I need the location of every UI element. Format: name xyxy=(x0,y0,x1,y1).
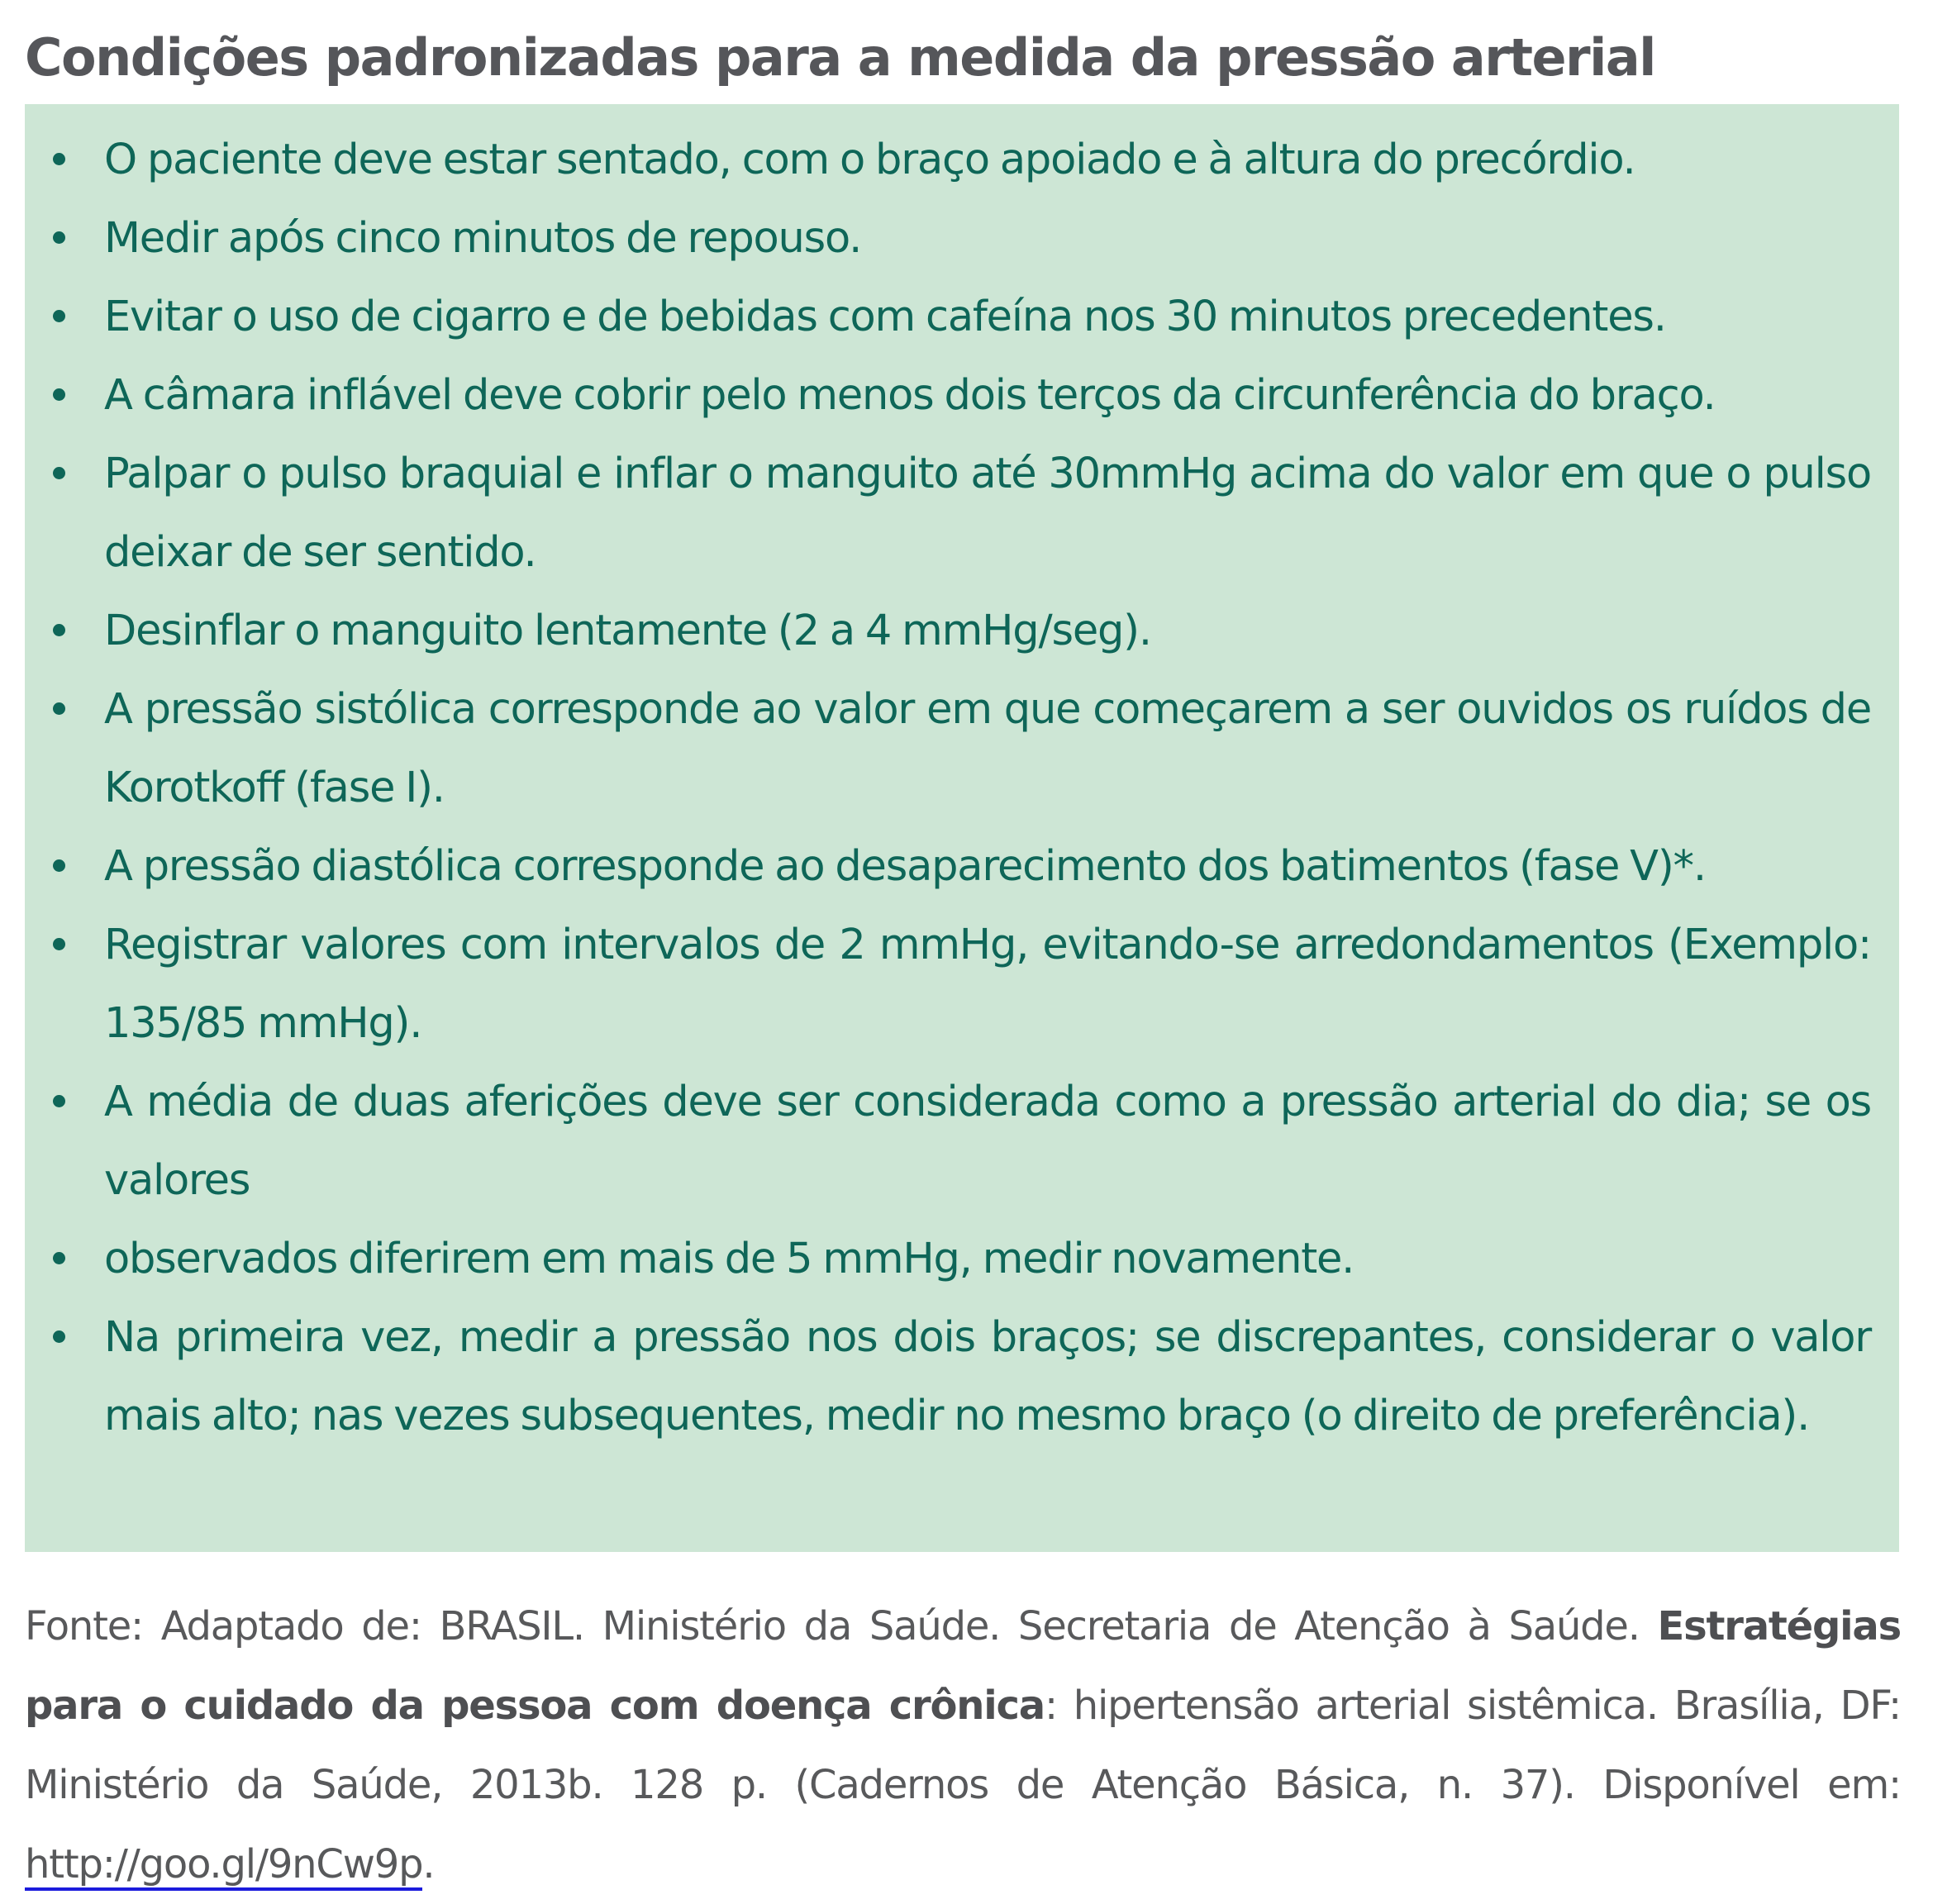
list-item-text: Medir após cinco minutos de repouso. xyxy=(104,214,862,263)
list-item-text: observados diferirem em mais de 5 mmHg, medir novamente. xyxy=(104,1235,1354,1283)
list-item-text: O paciente deve estar sentado, com o braço apoiado e à altura do precórdio. xyxy=(104,136,1635,184)
list-item xyxy=(25,827,1899,906)
bullet-icon xyxy=(53,702,65,715)
list-item xyxy=(25,1220,1899,1298)
list-item-text: A média de duas aferições deve ser considerada como a pressão arterial do dia; se os valores xyxy=(104,1078,1871,1205)
source-citation xyxy=(25,1587,1901,1904)
list-item-text: A câmara inflável deve cobrir pelo menos dois terços da circunferência do braço. xyxy=(104,371,1716,420)
source-book-title: Estratégias para o cuidado da pessoa com doença crônica xyxy=(25,1603,1901,1729)
bullet-icon xyxy=(53,859,65,872)
list-item xyxy=(25,278,1899,356)
list-item xyxy=(25,199,1899,278)
bullet-icon xyxy=(53,938,65,950)
bullet-icon xyxy=(53,1095,65,1107)
bullet-icon xyxy=(53,1252,65,1264)
list-item-text: A pressão sistólica corresponde ao valor em que começarem a ser ouvidos os ruídos de Korotkoff (fase I). xyxy=(104,685,1871,812)
bullet-icon xyxy=(53,467,65,479)
source-prefix: Fonte: Adaptado de: BRASIL. Ministério da Saúde. Secretaria de Atenção à Saúde. xyxy=(25,1603,1658,1649)
source-link[interactable]: http://goo.gl/9nCw9p xyxy=(25,1841,422,1891)
source-details: : hipertensão arterial sistêmica. Brasília, DF: Ministério da Saúde, 2013b. 128 p. (Cadernos de Atenção Básica, n. 37). Disponível em: xyxy=(25,1683,1901,1808)
list-item xyxy=(25,592,1899,670)
list-item xyxy=(25,121,1899,199)
list-item-text: A pressão diastólica corresponde ao desaparecimento dos batimentos (fase V)*. xyxy=(104,842,1706,891)
bullet-icon xyxy=(53,310,65,322)
conditions-list xyxy=(25,121,1899,1455)
list-item-text: Palpar o pulso braquial e inflar o manguito até 30mmHg acima do valor em que o pulso deixar de ser sentido. xyxy=(104,450,1871,577)
list-item xyxy=(25,1063,1899,1220)
list-item-text: Na primeira vez, medir a pressão nos dois braços; se discrepantes, considerar o valor mais alto; nas vezes subsequentes, medir no mesmo braço (o direito de preferência). xyxy=(104,1313,1871,1440)
list-item xyxy=(25,356,1899,435)
list-item xyxy=(25,435,1899,592)
bullet-icon xyxy=(53,231,65,244)
bullet-icon xyxy=(53,1330,65,1343)
list-item xyxy=(25,1298,1899,1455)
list-item-text: Desinflar o manguito lentamente (2 a 4 mmHg/seg). xyxy=(104,607,1151,655)
bullet-icon xyxy=(53,153,65,165)
source-suffix: . xyxy=(422,1841,435,1887)
list-item xyxy=(25,906,1899,1063)
list-item-text: Evitar o uso de cigarro e de bebidas com cafeína nos 30 minutos precedentes. xyxy=(104,293,1666,341)
conditions-box xyxy=(25,104,1899,1552)
list-item-text: Registrar valores com intervalos de 2 mmHg, evitando-se arredondamentos (Exemplo: 135/85 mmHg). xyxy=(104,921,1871,1048)
bullet-icon xyxy=(53,624,65,636)
list-item xyxy=(25,670,1899,827)
bullet-icon xyxy=(53,388,65,401)
page-title: Condições padronizadas para a medida da pressão arterial xyxy=(25,27,1655,88)
